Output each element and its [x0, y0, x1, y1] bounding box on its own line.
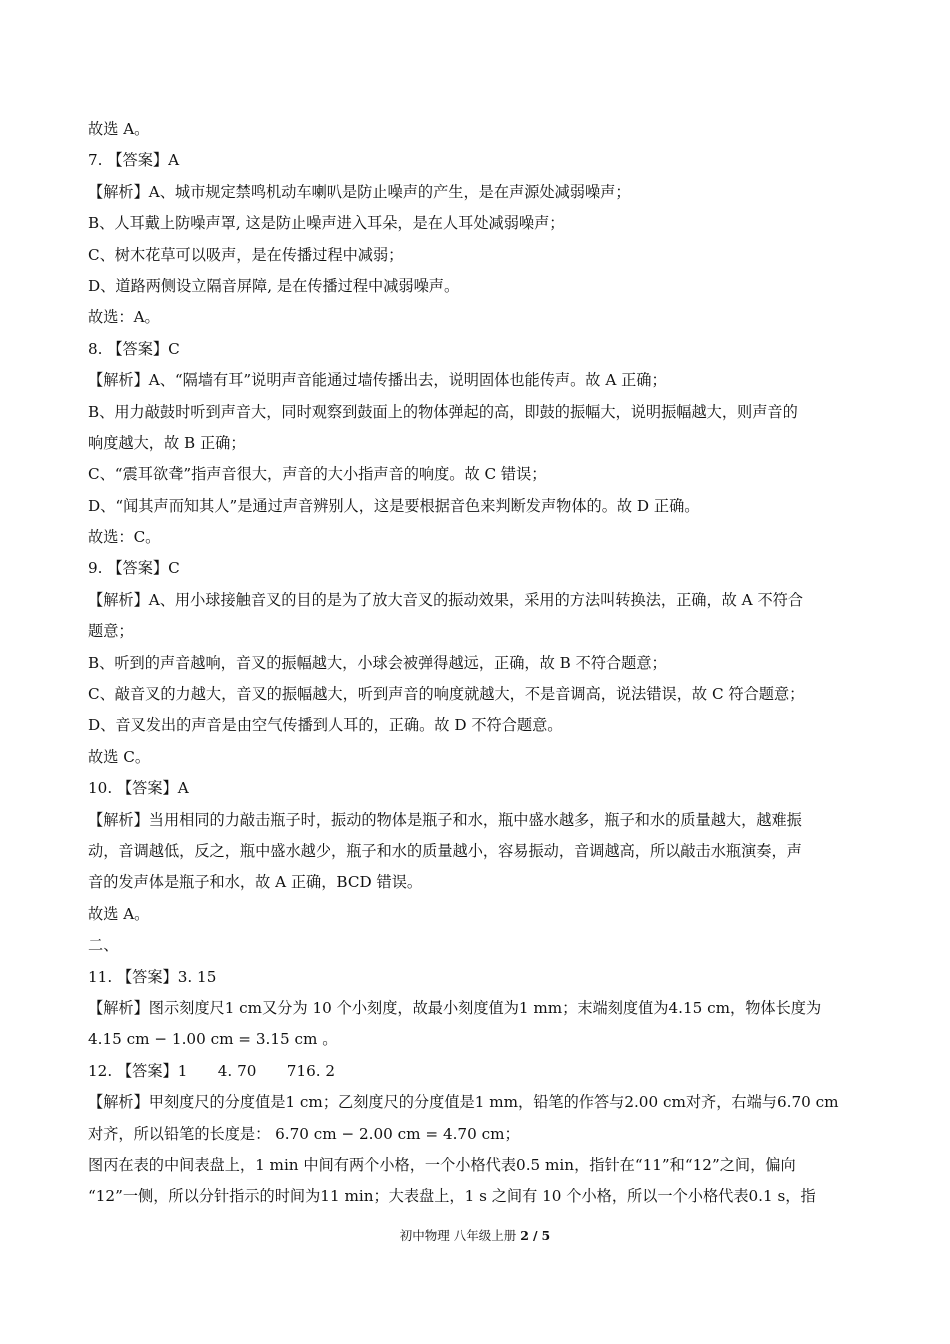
- text-line: 动，音调越低，反之，瓶中盛水越少，瓶子和水的质量越小，容易振动，音调越高，所以敲击水瓶演奏，声: [88, 841, 802, 860]
- text-line: 图丙在表的中间表盘上，1 min 中间有两个小格，一个小格代表0.5 min，指针在“11”和“12”之间，偏向: [88, 1155, 796, 1174]
- text-line: 【解析】甲刻度尺的分度值是1 cm；乙刻度尺的分度值是1 mm，铅笔的作答与2.00 cm对齐，右端与6.70 cm: [88, 1093, 839, 1112]
- text-line: B、听到的声音越响，音叉的振幅越大，小球会被弹得越远，正确，故 B 不符合题意；: [88, 653, 667, 672]
- text-line: B、人耳戴上防噪声罩, 这是防止噪声进入耳朵，是在人耳处减弱噪声；: [88, 214, 565, 233]
- answer-heading-12: 12. 【答案】1 4. 70 716. 2: [88, 1061, 336, 1080]
- text-line: 故选 A。: [88, 120, 150, 138]
- text-line: 故选 A。: [88, 904, 150, 923]
- footer-page-number: 2: [520, 1228, 529, 1243]
- text-line: 故选：A。: [88, 308, 160, 327]
- text-line: C、敲音叉的力越大，音叉的振幅越大，听到声音的响度就越大，不是音调高，说法错误，故 C 符合题意；: [88, 685, 805, 704]
- answer-heading-10: 10. 【答案】A: [88, 779, 189, 798]
- footer-separator: /: [532, 1228, 538, 1243]
- formula-line: 4.15 cm − 1.00 cm = 3.15 cm 。: [88, 1030, 338, 1049]
- text-line: 故选 C。: [88, 747, 151, 766]
- answer-heading-9: 9. 【答案】C: [88, 559, 180, 578]
- answer-heading-11: 11. 【答案】3. 15: [88, 967, 217, 986]
- answer-heading-7: 7. 【答案】A: [88, 151, 180, 170]
- text-line: C、“震耳欲聋”指声音很大，声音的大小指声音的响度。故 C 错误；: [88, 465, 547, 484]
- text-line: 【解析】当用相同的力敲击瓶子时，振动的物体是瓶子和水，瓶中盛水越多，瓶子和水的质量越大，越难振: [88, 810, 802, 829]
- text-line: “12”一侧，所以分针指示的时间为11 min；大表盘上，1 s 之间有 10 个小格，所以一个小格代表0.1 s，指: [88, 1187, 816, 1206]
- text-line: C、树木花草可以吸声，是在传播过程中减弱；: [88, 245, 404, 264]
- text-line: 【解析】A、城市规定禁鸣机动车喇叭是防止噪声的产生，是在声源处减弱噪声；: [88, 182, 631, 201]
- text-line: 响度越大，故 B 正确；: [88, 433, 246, 452]
- text-line: 音的发声体是瓶子和水，故 A 正确，BCD 错误。: [88, 873, 423, 892]
- footer-total-pages: 5: [541, 1228, 551, 1243]
- text-line: 【解析】图示刻度尺1 cm又分为 10 个小刻度，故最小刻度值为1 mm；末端刻度值为4.15 cm，物体长度为: [88, 998, 822, 1017]
- text-line: 【解析】A、用小球接触音叉的目的是为了放大音叉的振动效果，采用的方法叫转换法，正确，故 A 不符合: [88, 590, 804, 609]
- text-line: D、道路两侧设立隔音屏障, 是在传播过程中减弱噪声。: [88, 276, 460, 295]
- text-line: D、“闻其声而知其人”是通过声音辨别人，这是要根据音色来判断发声物体的。故 D 正确。: [88, 496, 700, 515]
- text-line: 故选：C。: [88, 528, 161, 547]
- answer-content: [88, 114, 864, 1213]
- footer-course: 初中物理 八年级上册: [399, 1228, 517, 1243]
- answer-heading-8: 8. 【答案】C: [88, 339, 180, 358]
- text-line: 【解析】A、“隔墙有耳”说明声音能通过墙传播出去，说明固体也能传声。故 A 正确；: [88, 371, 667, 390]
- formula-line: 对齐，所以铅笔的长度是： 6.70 cm − 2.00 cm = 4.70 cm；: [88, 1124, 520, 1143]
- text-line: D、音叉发出的声音是由空气传播到人耳的，正确。故 D 不符合题意。: [88, 716, 563, 735]
- section-heading: 二、: [88, 936, 119, 955]
- page-footer: [0, 1226, 950, 1246]
- text-line: 题意；: [88, 622, 134, 641]
- text-line: B、用力敲鼓时听到声音大，同时观察到鼓面上的物体弹起的高，即鼓的振幅大，说明振幅越大，则声音的: [88, 402, 798, 421]
